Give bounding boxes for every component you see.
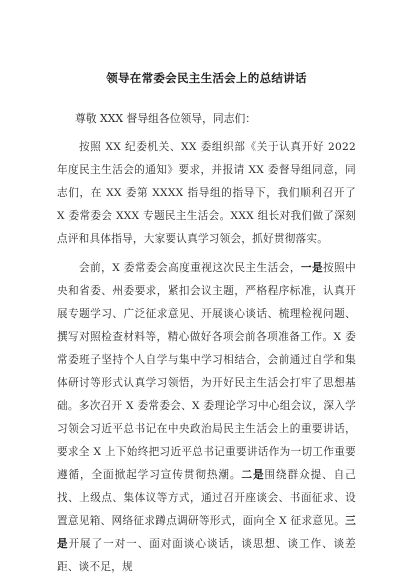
paragraph-2-part-2: 围绕群众提、自己找、上级点、集体议等方式，通过召开座谈会、书面征求、设置意见箱、网络征求蹲点调研等形式，面向全 X 征求意见。	[57, 469, 357, 527]
point-marker-2: 二是	[241, 469, 265, 481]
greeting: 尊敬 XXX 督导组各位领导，同志们：	[75, 112, 257, 125]
point-marker-3: 三是	[57, 515, 356, 550]
paragraph-2-intro: 会前，X 委常委会高度重视这次民主生活会，	[79, 262, 301, 274]
paragraph-2-part-3: 开展了一对一、面对面谈心谈话，谈思想、谈工作、谈差距、谈不足，规	[57, 538, 357, 573]
point-marker-1: 一是	[300, 262, 324, 274]
paragraph-1: 按照 XX 纪委机关、XX 委组织部《关于认真开好 2022 年度民主生活会的通知》要求，并报请 XX 委督导组同意，同志们，在 XX 委第 XXXX 指导组的指导下，我们顺利召开了 X 委常委会 XXX 专题民主生活会。XXX 组长对我们做了深刻点评和具体指导，大家要认真学习领会，抓好贯彻落实。	[57, 141, 356, 245]
paragraph-2-part-1: 按照中央和省委、州委要求，紧扣会议主题，严格程序标准，认真开展专题学习、广泛征求意见、开展谈心谈话、梳理检视问题、撰写对照检查材料等，精心做好各项会前各项准备工作。X 委常委班子坚持个人自学与集中学习相结合，会前通过自学和集体研讨等形式认真学习领悟，为开好民主生活会打牢了思想基础。多次召开 X 委常委会、X 委理论学习中心组会议，深入学习领会习近平总书记在中央政治局民主生活会上的重要讲话，要求全 X 上下始终把习近平总书记重要讲话作为一切工作重要遵循，全面掀起学习宣传贯彻热潮。	[57, 262, 357, 481]
paragraph-2	[57, 257, 356, 579]
document-title: 领导在常委会民主生活会上的总结讲话	[106, 71, 307, 85]
